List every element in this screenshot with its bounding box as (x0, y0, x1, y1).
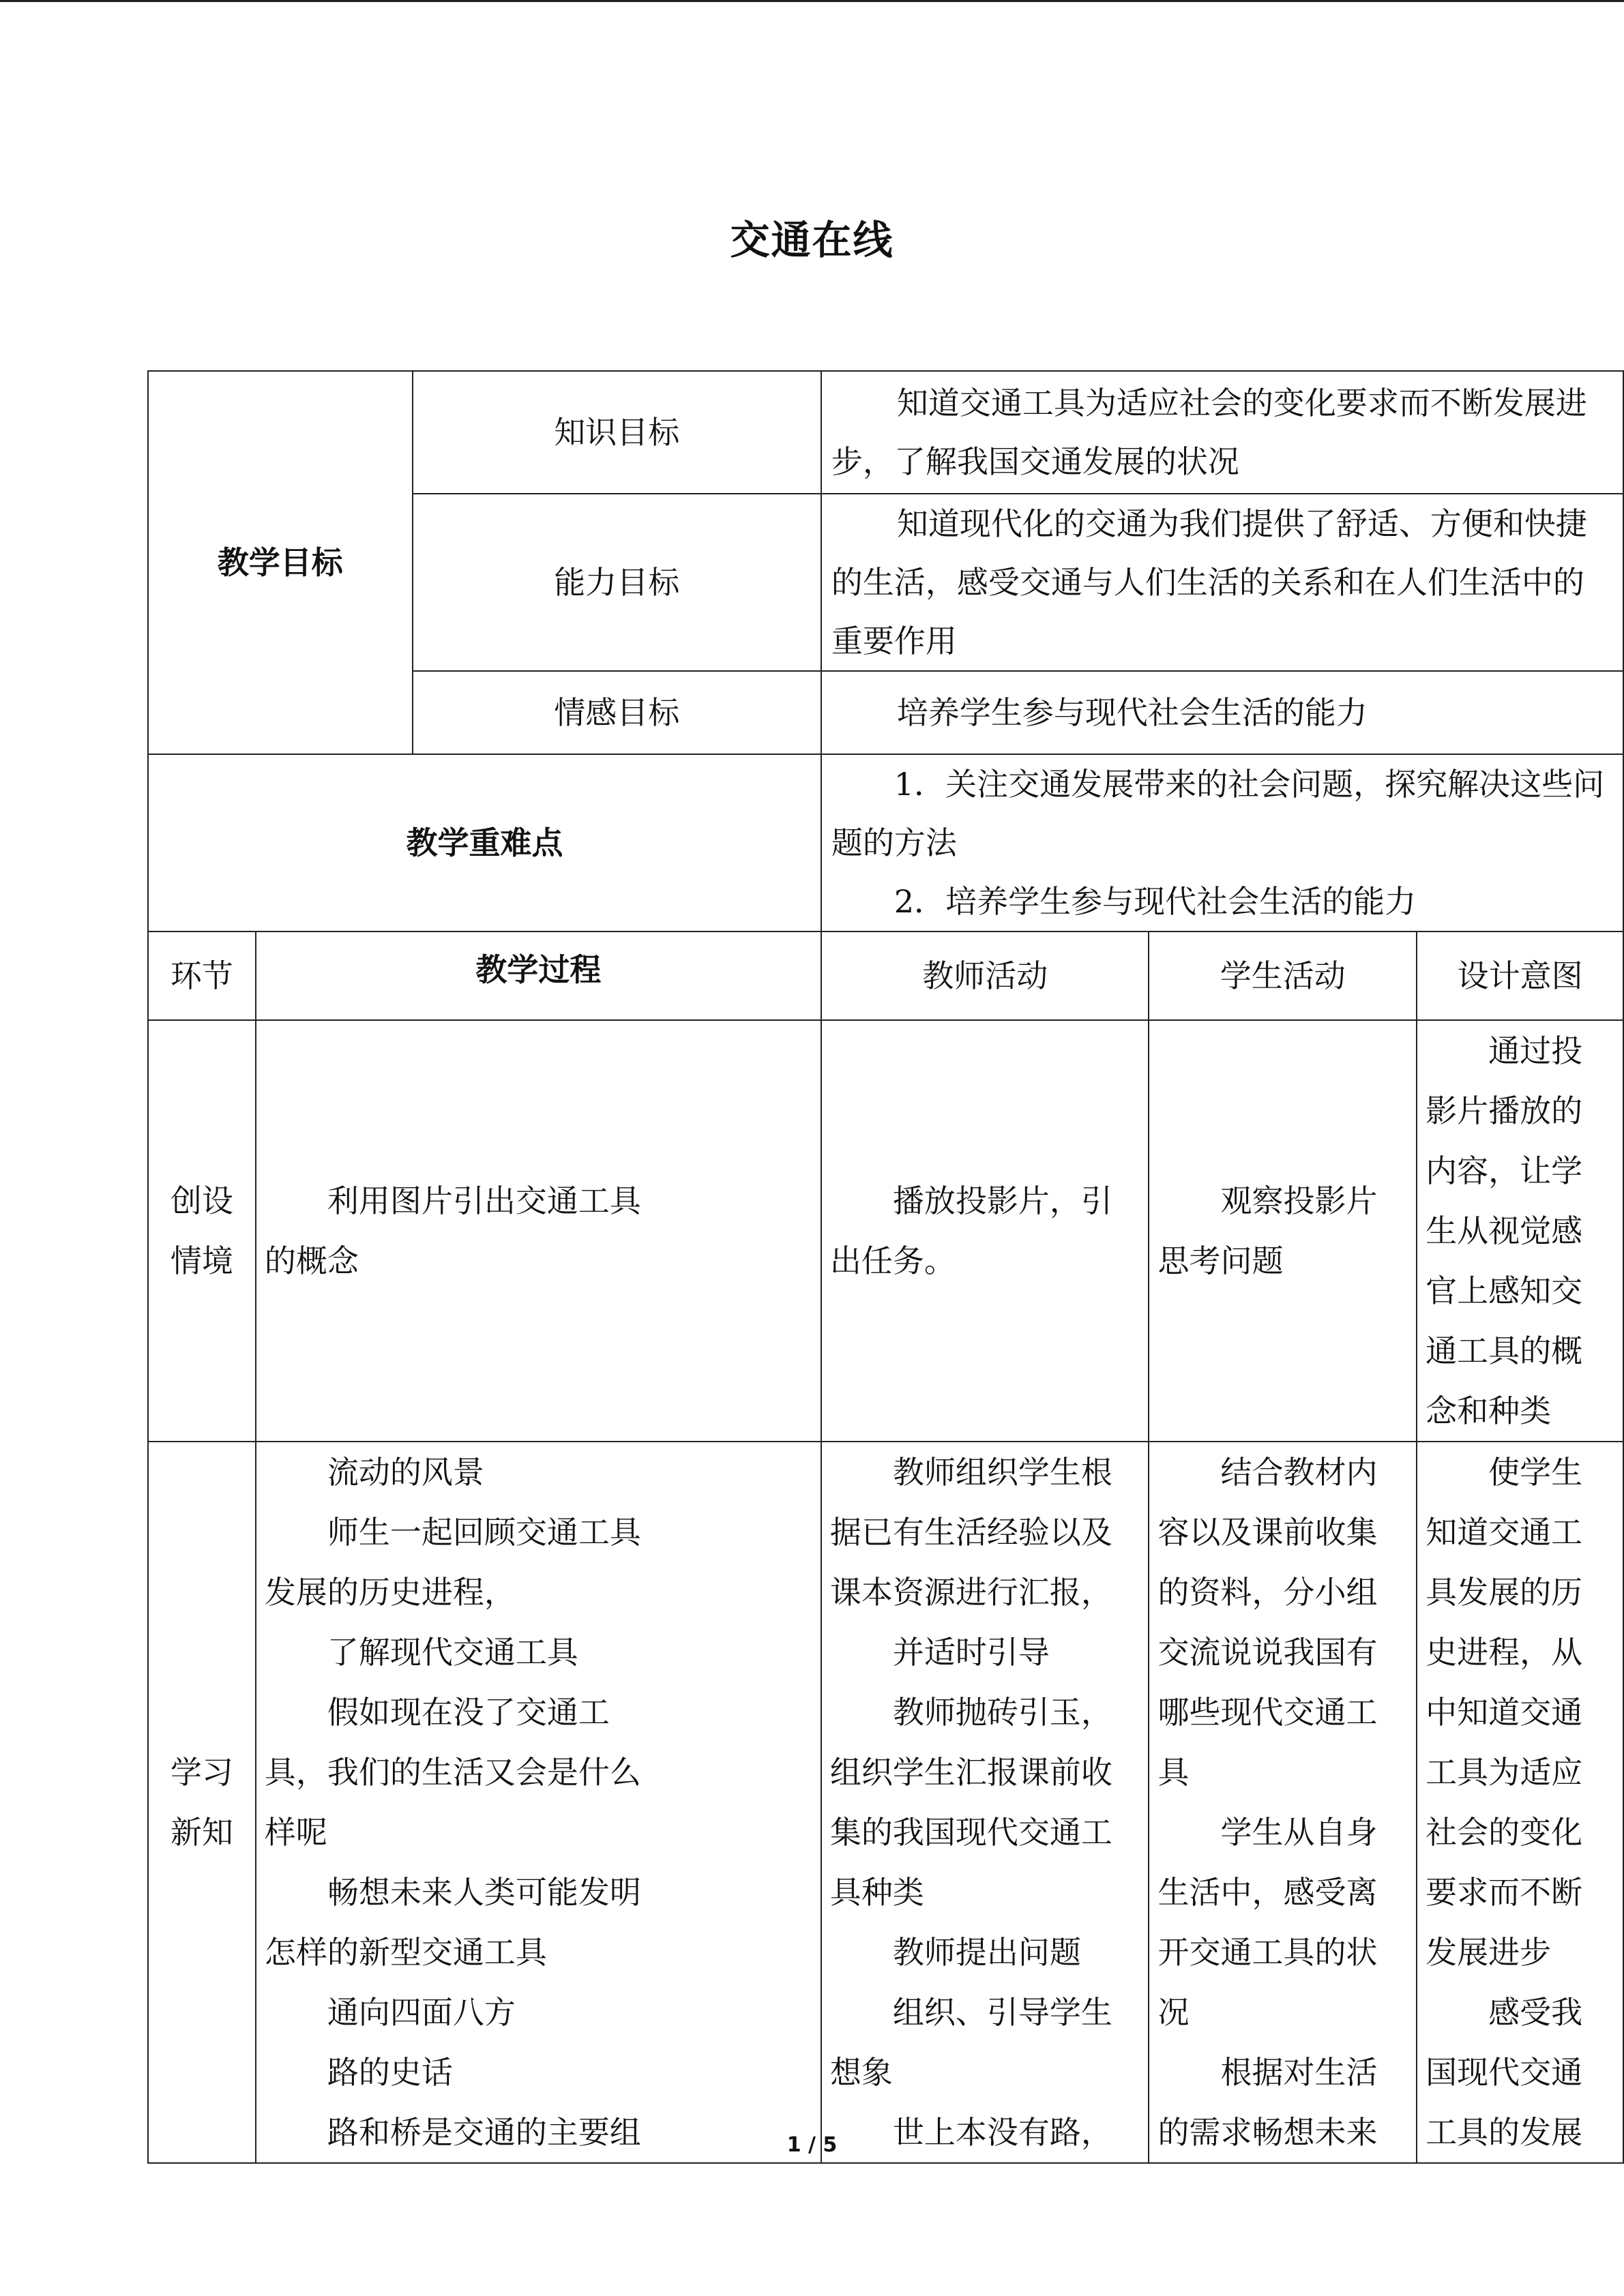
header-student: 学生活动 (1149, 931, 1417, 1020)
header-process: 教学过程 (256, 931, 821, 1020)
objective-label-knowledge: 知识目标 (413, 371, 821, 494)
stage-name: 学习 新知 (148, 1442, 256, 2163)
objectives-header: 教学目标 (148, 371, 413, 754)
key-points-list (821, 754, 1623, 931)
process-cell: 流动的风景 师生一起回顾交通工具 发展的历史进程， 了解现代交通工具 假如现在没了交通工 具，我们的生活又会是什么 样呢 畅想未来人类可能发明 怎样的新型交通工具 通向四面八方 路的史话 路和桥是交通的主要组 (256, 1442, 821, 2163)
objective-text-ability: 知道现代化的交通为我们提供了舒适、方便和快捷的生活，感受交通与人们生活的关系和在人们生活中的重要作用 (821, 494, 1623, 671)
objective-text-emotion: 培养学生参与现代社会生活的能力 (821, 671, 1623, 754)
student-cell: 结合教材内 容以及课前收集 的资料，分小组 交流说说我国有 哪些现代交通工 具 学生从自身 生活中，感受离 开交通工具的状 况 根据对生活 的需求畅想未来 (1149, 1442, 1417, 2163)
student-cell: 观察投影片 思考问题 (1149, 1020, 1417, 1442)
objective-label-emotion: 情感目标 (413, 671, 821, 754)
key-points-header: 教学重难点 (148, 754, 821, 931)
objective-row-knowledge (148, 371, 1623, 494)
teacher-cell: 播放投影片，引 出任务。 (821, 1020, 1149, 1442)
objective-label-ability: 能力目标 (413, 494, 821, 671)
header-teacher: 教师活动 (821, 931, 1149, 1020)
page-number: 1 / 5 (786, 2133, 838, 2157)
intent-cell: 通过投 影片播放的 内容，让学 生从视觉感 官上感知交 通工具的概 念和种类 (1417, 1020, 1623, 1442)
process-cell: 利用图片引出交通工具 的概念 (256, 1020, 821, 1442)
header-intent: 设计意图 (1417, 931, 1623, 1020)
teacher-cell: 教师组织学生根 据已有生活经验以及 课本资源进行汇报， 并适时引导 教师抛砖引玉， 组织学生汇报课前收 集的我国现代交通工 具种类 教师提出问题 组织、引导学生 想象 世上本没有路， (821, 1442, 1149, 2163)
intent-cell: 使学生 知道交通工 具发展的历 史进程，从 中知道交通 工具为适应 社会的变化 要求而不断 发展进步 感受我 国现代交通 工具的发展 (1417, 1442, 1623, 2163)
page-top-border (0, 0, 1624, 2)
stage-row-1 (148, 1020, 1623, 1442)
stage-row-2 (148, 1442, 1623, 2163)
lesson-plan-table (147, 370, 1624, 2164)
key-point-item: 1．关注交通发展带来的社会问题，探究解决这些问题的方法 (831, 766, 1605, 861)
process-header-row (148, 931, 1623, 1020)
stage-name: 创设 情境 (148, 1020, 256, 1442)
page-title: 交通在线 (730, 217, 894, 263)
key-point-item: 2．培养学生参与现代社会生活的能力 (894, 883, 1417, 920)
header-stage: 环节 (148, 931, 256, 1020)
key-points-row (148, 754, 1623, 931)
objective-text-knowledge: 知道交通工具为适应社会的变化要求而不断发展进步，了解我国交通发展的状况 (821, 371, 1623, 494)
